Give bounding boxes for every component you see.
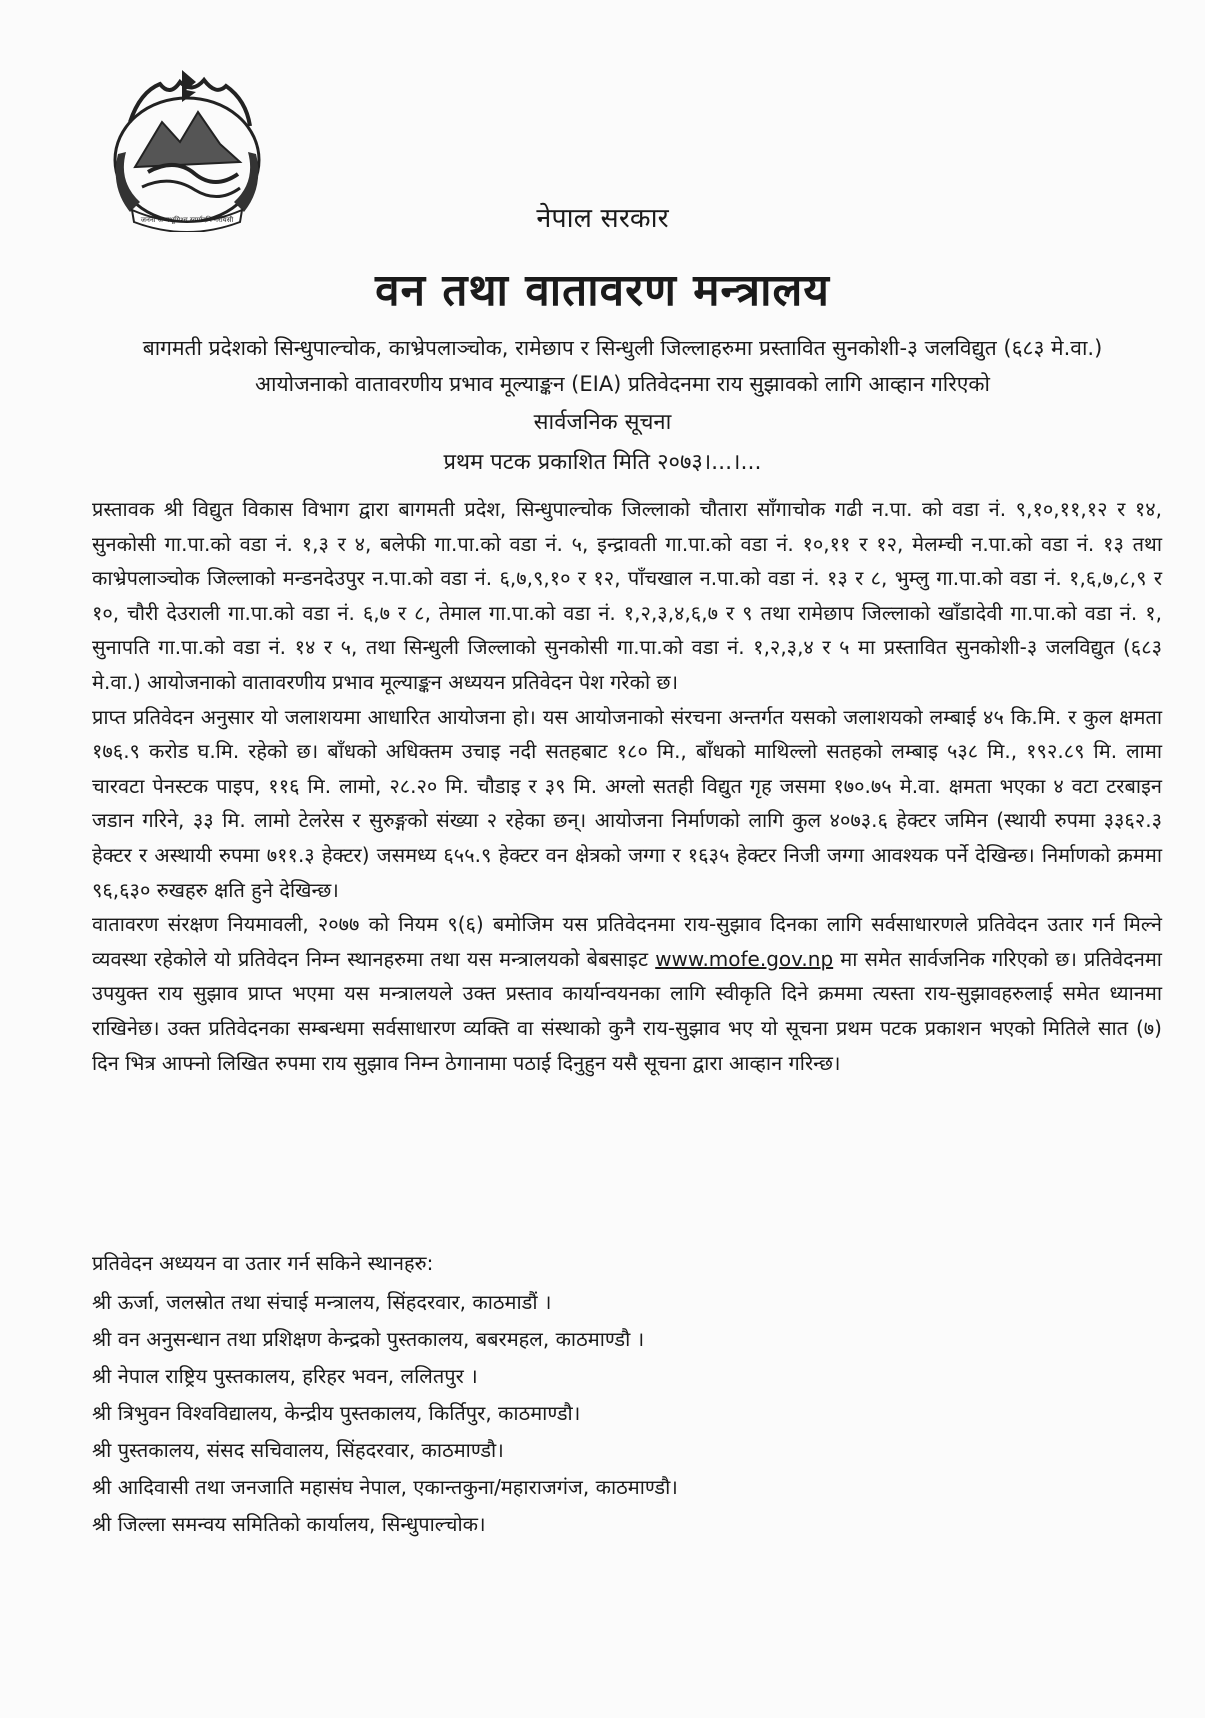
website-link[interactable]: www.mofe.gov.np — [655, 946, 834, 971]
government-name: नेपाल सरकार — [536, 203, 669, 234]
location-item: श्री त्रिभुवन विश्वविद्यालय, केन्द्रीय पुस्तकालय, किर्तिपुर, काठमाण्डौ। — [92, 1401, 581, 1425]
location-item: श्री नेपाल राष्ट्रिय पुस्तकालय, हरिहर भवन, ललितपुर । — [92, 1364, 478, 1388]
location-item: श्री ऊर्जा, जलस्रोत तथा संचाई मन्त्रालय, सिंहदरवार, काठमाडौं । — [92, 1290, 552, 1314]
paragraph-public-comment — [92, 907, 1162, 1080]
notice-subject: बागमती प्रदेशको सिन्धुपाल्चोक, काभ्रेपलाञ्चोक, रामेछाप र सिन्धुली जिल्लाहरुमा प्रस्तावित सुनकोशी-३ जलविद्युत (६८३ मे.वा.) आयोजनाको वातावरणीय प्रभाव मूल्याङ्कन (EIA) प्रतिवेदनमा राय सुझावको लागि आव्हान गरिएको — [142, 336, 1103, 396]
location-item: श्री जिल्ला समन्वय समितिको कार्यालय, सिन्धुपाल्चोक। — [92, 1512, 486, 1536]
ministry-name: वन तथा वातावरण मन्त्रालय — [375, 265, 830, 316]
location-item: श्री आदिवासी तथा जनजाति महासंघ नेपाल, एकान्तकुना/महाराजगंज, काठमाण्डौ। — [92, 1475, 678, 1499]
report-locations — [92, 1245, 1162, 1543]
paragraph-public-comment-post: मा समेत सार्वजनिक गरिएको छ। प्रतिवेदनमा उपयुक्त राय सुझाव प्राप्त भएमा यस मन्त्रालयले उक्त प्रस्ताव कार्यान्वयनका लागि स्वीकृति दिने क्रममा त्यस्ता राय-सुझावहरुलाई समेत ध्यानमा राखिनेछ। उक्त प्रतिवेदनका सम्बन्धमा सर्वसाधारण व्यक्ति वा संस्थाको कुनै राय-सुझाव भए यो सूचना प्रथम पटक प्रकाशन भएको मितिले सात (७) दिन भित्र आफ्नो लिखित रुपमा राय सुझाव निम्न ठेगानामा पठाई दिनुहुन यसै सूचना द्वारा आव्हान गरिन्छ। — [92, 946, 1162, 1075]
location-item: श्री वन अनुसन्धान तथा प्रशिक्षण केन्द्रको पुस्तकालय, बबरमहल, काठमाण्डौ । — [92, 1327, 645, 1351]
notice-body — [92, 492, 1162, 1080]
paragraph-project-details: प्राप्त प्रतिवेदन अनुसार यो जलाशयमा आधारित आयोजना हो। यस आयोजनाको संरचना अन्तर्गत यसको जलाशयको लम्बाई ४५ कि.मि. र कुल क्षमता १७६.९ करोड घ.मि. रहेको छ। बाँधको अधिक्तम उचाइ नदी सतहबाट १८० मि., बाँधको माथिल्लो सतहको लम्बाइ ५३८ मि., १९२.८९ मि. लामा चारवटा पेनस्टक पाइप, ११६ मि. लामो, २८.२० मि. चौडाइ र ३९ मि. अग्लो सतही विद्युत गृह जसमा १७०.७५ मे.वा. क्षमता भएका ४ वटा टरबाइन जडान गरिने, ३३ मि. लामो टेलरेस र सुरुङ्गको संख्या २ रहेका छन्। आयोजना निर्माणको लागि कुल ४०७३.६ हेक्टर जमिन (स्थायी रुपमा ३३६२.३ हेक्टर र अस्थायी रुपमा ७११.३ हेक्टर) जसमध्य ६५५.९ हेक्टर वन क्षेत्रको जग्गा र १६३५ हेक्टर निजी जग्गा आवश्यक पर्ने देखिन्छ। निर्माणको क्रममा ९६,६३० रुखहरु क्षति हुने देखिन्छ। — [92, 704, 1162, 902]
locations-list — [92, 1284, 1162, 1543]
published-date: प्रथम पटक प्रकाशित मिति २०७३।...।... — [443, 450, 762, 475]
locations-heading: प्रतिवेदन अध्ययन वा उतार गर्न सकिने स्थानहरु: — [92, 1251, 434, 1275]
notice-title: सार्वजनिक सूचना — [533, 410, 672, 435]
location-item: श्री पुस्तकालय, संसद सचिवालय, सिंहदरवार, काठमाण्डौ। — [92, 1438, 504, 1462]
paragraph-public-comment-pre: वातावरण संरक्षण नियमावली, २०७७ को नियम ९(६) बमोजिम यस प्रतिवेदनमा राय-सुझाव दिनका लागि सर्वसाधारणले प्रतिवेदन उतार गर्न मिल्ने व्यवस्था रहेकोले यो प्रतिवेदन निम्न स्थानहरुमा तथा यस मन्त्रालयको बेबसाइट — [92, 912, 1162, 971]
paragraph-proponent: प्रस्तावक श्री विद्युत विकास विभाग द्वारा बागमती प्रदेश, सिन्धुपाल्चोक जिल्लाको चौतारा साँगाचोक गढी न.पा. को वडा नं. ९,१०,११,१२ र १४, सुनकोसी गा.पा.को वडा नं. १,३ र ४, बलेफी गा.पा.को वडा नं. ५, इन्द्रावती गा.पा.को वडा नं. १०,११ र १२, मेलम्ची न.पा.को वडा नं. १३ तथा काभ्रेपलाञ्चोक जिल्लाको मन्डनदेउपुर न.पा.को वडा नं. ६,७,९,१० र १२, पाँचखाल न.पा.को वडा नं. १३ र ८, भुम्लु गा.पा.को वडा नं. १,६,७,८,९ र १०, चौरी देउराली गा.पा.को वडा नं. ६,७ र ८, तेमाल गा.पा.को वडा नं. १,२,३,४,६,७ र ९ तथा रामेछाप जिल्लाको खाँडादेवी गा.पा.को वडा नं. १, सुनापति गा.पा.को वडा नं. १४ र ५, तथा सिन्धुली जिल्लाको सुनकोसी गा.पा.को वडा नं. १,२,३,४ र ५ मा प्रस्तावित सुनकोशी-३ जलविद्युत (६८३ मे.वा.) आयोजनाको वातावरणीय प्रभाव मूल्याङ्कन अध्ययन प्रतिवेदन पेश गरेको छ। — [92, 497, 1162, 694]
emblem-motto: जननी जन्मभूमिश्च स्वर्गादपि गरीयसी — [140, 216, 234, 224]
